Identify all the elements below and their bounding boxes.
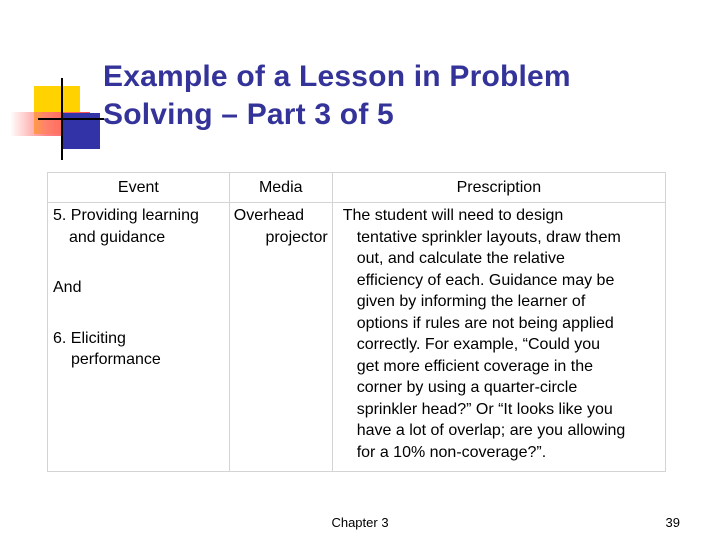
prescription-line: for a 10% non-coverage?”.: [356, 443, 547, 461]
prescription-line: The student will need to design: [342, 207, 564, 224]
event-cell: [48, 203, 230, 472]
prescription-line: get more efficient coverage in the: [356, 357, 593, 375]
event-and: And: [53, 279, 82, 296]
prescription-line: given by informing the learner of: [356, 293, 586, 310]
prescription-line: out, and calculate the relative: [356, 250, 565, 267]
title-line-2: Solving – Part 3 of 5: [103, 98, 394, 131]
table-header-row: [48, 173, 666, 203]
title-line-1: Example of a Lesson in Problem: [103, 60, 571, 93]
prescription-line: efficiency of each. Guidance may be: [356, 271, 615, 289]
page-title: [103, 58, 571, 134]
event-line-1: 5. Providing learning: [53, 207, 199, 224]
event-line-3: 6. Eliciting: [53, 329, 126, 347]
event-line-2: and guidance: [69, 228, 166, 246]
event-text-2: [53, 328, 227, 371]
header-media: Media: [229, 173, 332, 203]
header-prescription: Prescription: [332, 173, 665, 203]
decor-horizontal-line: [38, 118, 104, 120]
page-number: 39: [665, 515, 680, 530]
event-line-4: performance: [71, 351, 161, 368]
media-line-2: projector: [265, 228, 328, 246]
prescription-line: corner by using a quarter-circle: [356, 379, 578, 396]
lesson-table: [47, 172, 666, 472]
footer-chapter: Chapter 3: [331, 515, 389, 530]
event-text-1: [53, 205, 227, 248]
prescription-cell: [332, 203, 665, 472]
media-cell: [229, 203, 332, 472]
prescription-line: tentative sprinkler layouts, draw them: [356, 228, 621, 246]
prescription-line: options if rules are not being applied: [356, 314, 614, 332]
table-row: [48, 203, 666, 472]
prescription-line: correctly. For example, “Could you: [356, 336, 601, 353]
media-line-1: Overhead: [233, 207, 305, 224]
prescription-line: have a lot of overlap; are you allowing: [356, 422, 626, 439]
prescription-line: sprinkler head?” Or “It looks like you: [356, 400, 613, 418]
header-event: Event: [48, 173, 230, 203]
